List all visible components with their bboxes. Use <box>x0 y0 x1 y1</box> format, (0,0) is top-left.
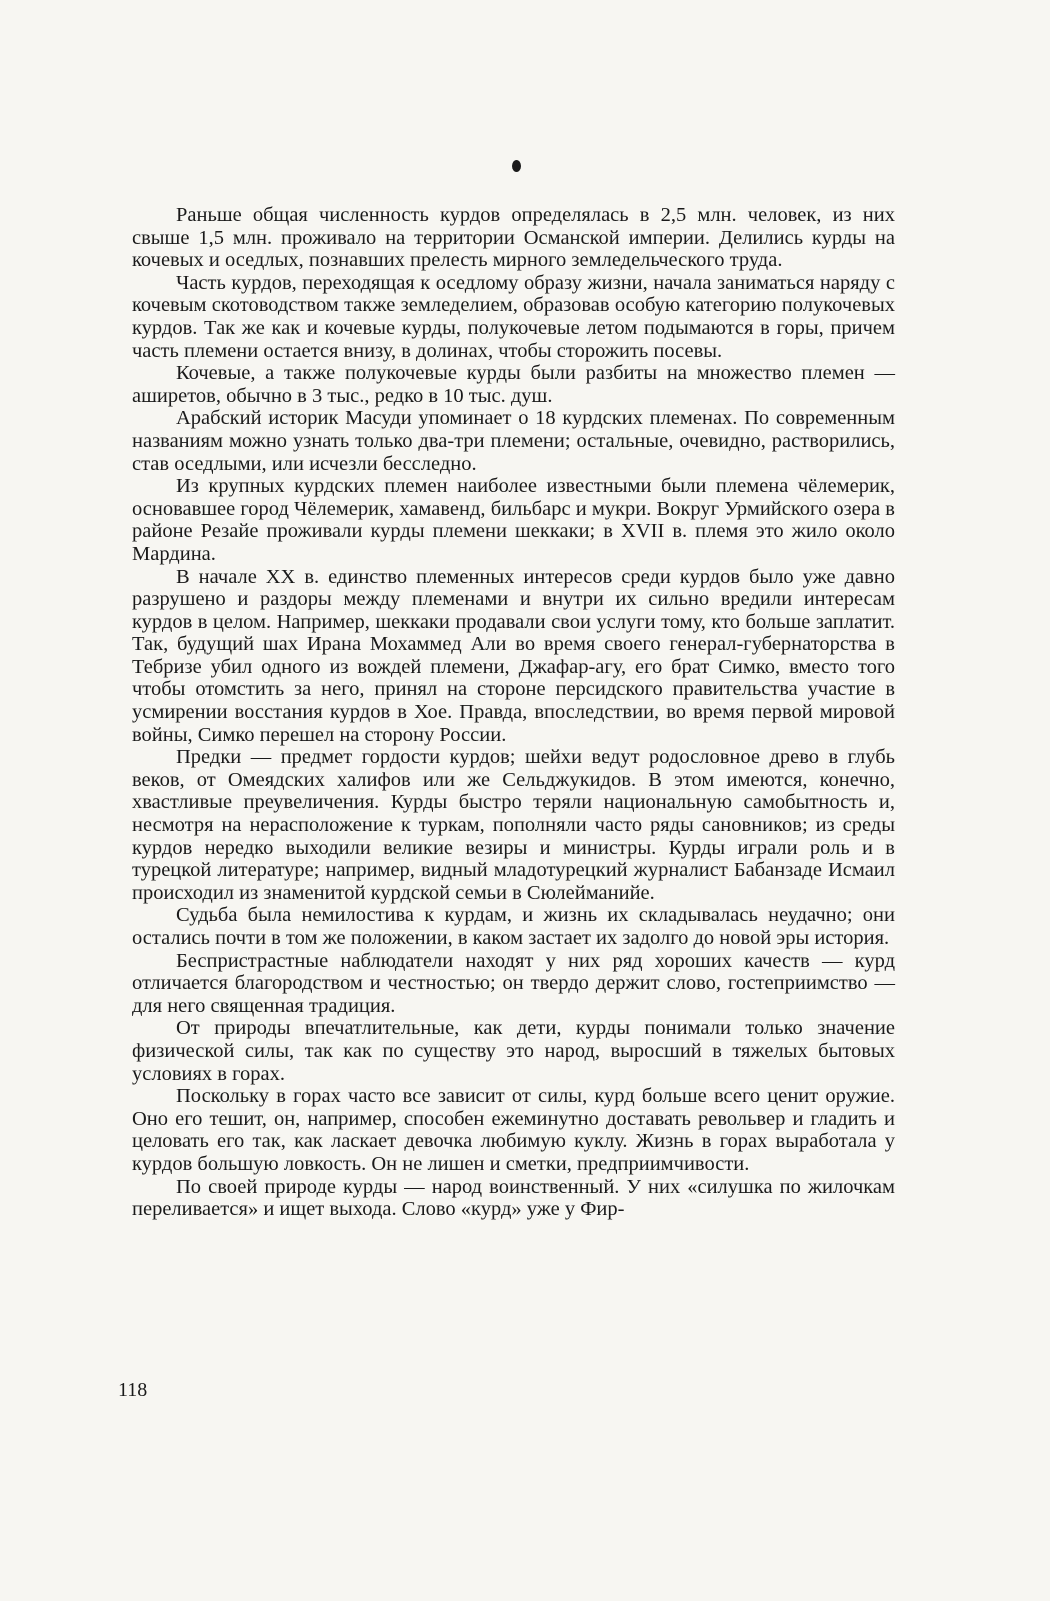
paragraph: Часть курдов, переходящая к оседлому образу жизни, начала заниматься наряду с кочевым скотоводством также земледелием, образовав особую категорию полукочевых курдов. Так же как и кочевые курды, полукочевые летом подымаются в горы, причем часть племени остается внизу, в долинах, чтобы сторожить посевы. <box>132 271 895 362</box>
paragraph: Кочевые, а также полукочевые курды были разбиты на множество племен — аширетов, обычно в 3 тыс., редко в 10 тыс. душ. <box>132 362 895 407</box>
paragraph: Предки — предмет гордости курдов; шейхи ведут родословное древо в глубь веков, от Омеядских халифов или же Сельджукидов. В этом имеются, конечно, хвастливые преувеличения. Курды быстро теряли национальную самобытность и, несмотря на нерасположение к туркам, пополняли часто ряды сановников; из среды курдов нередко выходили великие везиры и министры. Курды играли роль и в турецкой литературе; например, видный младотурецкий журналист Бабанзаде Исмаил происходил из знаменитой курдской семьи в Сюлейманийе. <box>132 746 895 904</box>
paragraph: Арабский историк Масуди упоминает о 18 курдских племенах. По современным названиям можно узнать только два-три племени; остальные, очевидно, растворились, став оседлыми, или исчезли бесследно. <box>132 407 895 475</box>
paragraph: Из крупных курдских племен наиболее известными были племена чёлемерик, основавшее город Чёлемерик, хамавенд, бильбарс и мукри. Вокруг Урмийского озера в районе Резайе проживали курды племени шеккаки; в XVII в. племя это жило около Мардина. <box>132 475 895 565</box>
paragraph: По своей природе курды — народ воинственный. У них «силушка по жилочкам переливается» и ищет выхода. Слово «курд» уже у Фир- <box>132 1175 895 1221</box>
paragraph: От природы впечатлительные, как дети, курды понимали только значение физической силы, так как по существу это народ, выросший в тяжелых бытовых условиях в горах. <box>132 1017 895 1085</box>
paragraph: Судьба была немилостива к курдам, и жизнь их складывалась неудачно; они остались почти в том же положении, в каком застает их задолго до новой эры история. <box>132 904 895 949</box>
paragraph: Раньше общая численность курдов определялась в 2,5 млн. человек, из них свыше 1,5 млн. проживало на территории Османской империи. Делились курды на кочевых и оседлых, познавших прелесть мирного земледельческого труда. <box>132 204 895 272</box>
paragraph: Беспристрастные наблюдатели находят у них ряд хороших качеств — курд отличается благородством и честностью; он твердо держит слово, гостеприимство — для него священная традиция. <box>132 949 895 1017</box>
page-number: 118 <box>118 1379 148 1401</box>
paragraph: В начале XX в. единство племенных интересов среди курдов было уже давно разрушено и раздоры между племенами и внутри их сильно вредили интересам курдов в целом. Например, шеккаки продавали свои услуги тому, кто больше заплатит. Так, будущий шах Ирана Мохаммед Али во время своего генерал-губернаторства в Тебризе убил одного из вождей племени, Джафар-агу, его брат Симко, вместо того чтобы отомстить за него, принял на стороне персидского правительства участие в усмирении восстания курдов в Хое. Правда, впоследствии, во время первой мировой войны, Симко перешел на сторону России. <box>132 565 895 746</box>
ink-dot-mark <box>512 160 521 172</box>
paragraph: Поскольку в горах часто все зависит от силы, курд больше всего ценит оружие. Оно его тешит, он, например, способен ежеминутно доставать револьвер и гладить и целовать его так, как ласкает девочка любимую куклу. Жизнь в горах выработала у курдов большую ловкость. Он не лишен и сметки, предприимчивости. <box>132 1085 895 1175</box>
body-text <box>132 204 895 1221</box>
